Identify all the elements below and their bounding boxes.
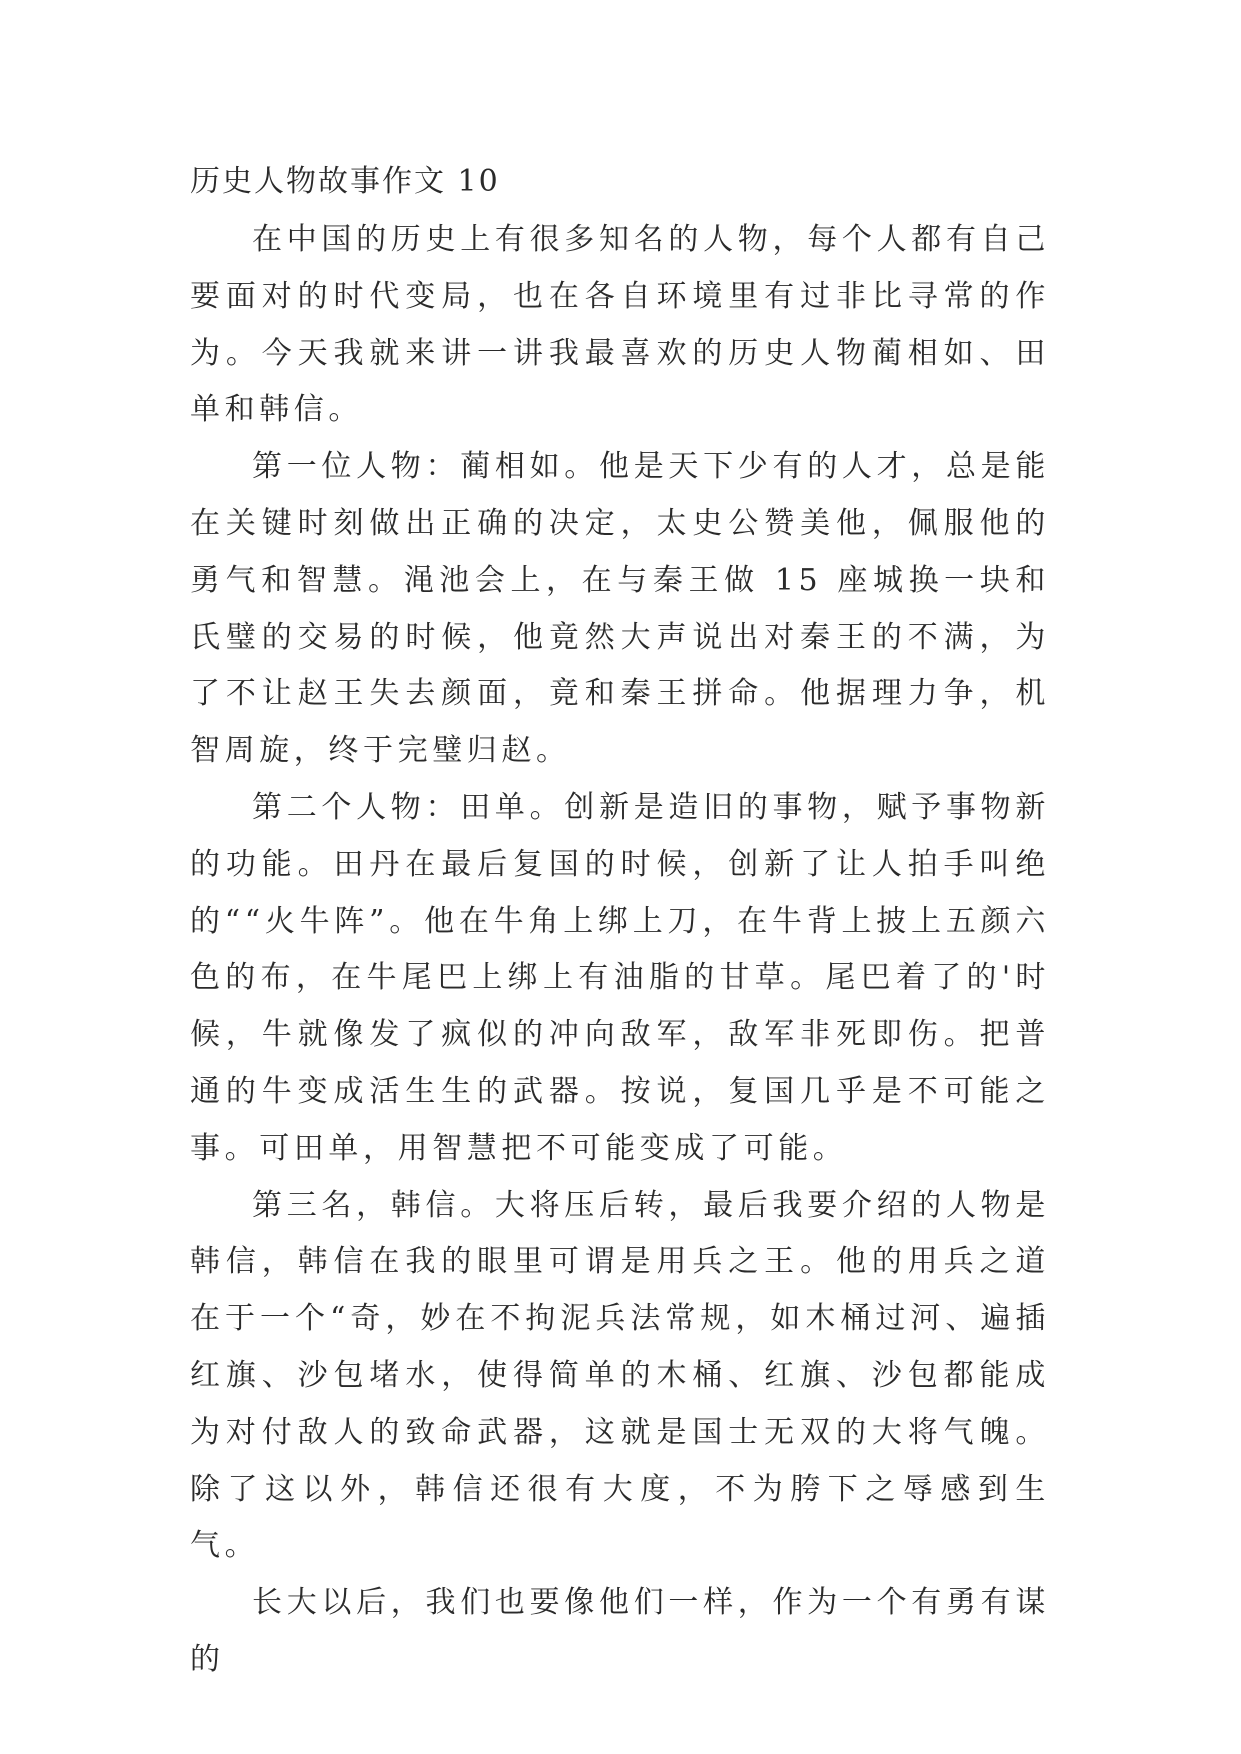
paragraph-han-xin: 第三名，韩信。大将压后转，最后我要介绍的人物是韩信，韩信在我的眼里可谓是用兵之王。他的用兵之道在于一个“奇，妙在不拘泥兵法常规，如木桶过河、遍插红旗、沙包堵水，使得简单的木桶、红旗、沙包都能成为对付敌人的致命武器，这就是国士无双的大将气魄。除了这以外，韩信还很有大度，不为胯下之辱感到生气。 xyxy=(190,1187,1050,1564)
paragraph-intro: 在中国的历史上有很多知名的人物，每个人都有自己要面对的时代变局，也在各自环境里有过非比寻常的作为。今天我就来讲一讲我最喜欢的历史人物蔺相如、田单和韩信。 xyxy=(190,222,1050,428)
paragraph-tian-dan: 第二个人物：田单。创新是造旧的事物，赋予事物新的功能。田丹在最后复国的时候，创新了让人拍手叫绝的““火牛阵”。他在牛角上绑上刀，在牛背上披上五颜六色的布，在牛尾巴上绑上有油脂的甘草。尾巴着了的'时候，牛就像发了疯似的冲向敌军，敌军非死即伤。把普通的牛变成活生生的武器。按说，复国几乎是不可能之事。可田单，用智慧把不可能变成了可能。 xyxy=(190,789,1050,1166)
paragraph-conclusion: 长大以后，我们也要像他们一样，作为一个有勇有谋的 xyxy=(190,1585,1050,1677)
document-body xyxy=(190,162,1050,1689)
paragraph-lin-xiangru: 第一位人物：蔺相如。他是天下少有的人才，总是能在关键时刻做出正确的决定，太史公赞美他，佩服他的勇气和智慧。渑池会上，在与秦王做 15 座城换一块和氏璧的交易的时候，他竟然大声说出对秦王的不满，为了不让赵王失去颜面，竟和秦王拼命。他据理力争，机智周旋，终于完璧归赵。 xyxy=(190,449,1050,769)
document-title: 历史人物故事作文 10 xyxy=(190,164,500,199)
